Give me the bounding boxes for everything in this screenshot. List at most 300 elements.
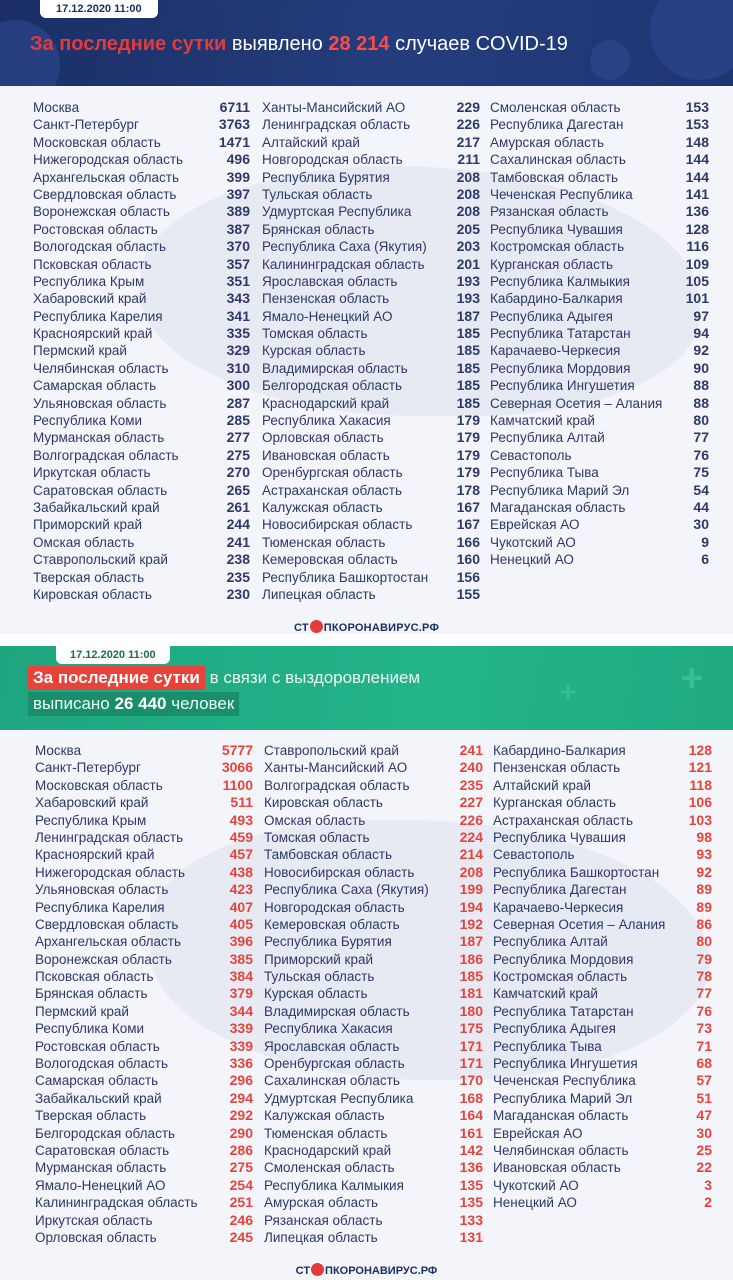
- region-name: Курская область: [264, 986, 368, 1002]
- region-value: 235: [226, 568, 250, 585]
- region-value: 92: [693, 342, 709, 359]
- region-row: [33, 429, 250, 446]
- cases-column-1: [33, 99, 250, 603]
- region-value: 245: [229, 1228, 253, 1245]
- region-row: [33, 273, 250, 290]
- region-value: 397: [226, 185, 250, 202]
- region-name: Северная Осетия – Алания: [493, 916, 666, 932]
- region-row: [490, 238, 709, 255]
- region-row: [262, 99, 480, 116]
- region-value: 78: [696, 968, 712, 985]
- region-value: 287: [226, 394, 250, 411]
- region-name: Республика Мордовия: [493, 951, 634, 967]
- region-value: 185: [456, 377, 480, 394]
- region-name: Республика Дагестан: [493, 882, 627, 898]
- region-value: 86: [696, 915, 712, 932]
- region-row: [264, 916, 483, 933]
- region-name: Омская область: [264, 812, 366, 828]
- region-value: 161: [459, 1124, 483, 1141]
- region-name: Республика Саха (Якутия): [262, 239, 427, 255]
- region-name: Республика Тыва: [490, 465, 599, 481]
- region-value: 193: [456, 290, 480, 307]
- region-row: [33, 516, 250, 533]
- region-row: [493, 1038, 712, 1055]
- region-row: [490, 256, 709, 273]
- region-name: Республика Бурятия: [264, 934, 392, 950]
- region-value: 277: [226, 429, 250, 446]
- region-name: Республика Мордовия: [490, 360, 631, 376]
- region-row: [35, 759, 253, 776]
- region-row: [262, 464, 480, 481]
- region-value: 385: [229, 950, 253, 967]
- region-value: 142: [459, 1141, 483, 1158]
- region-row: [264, 951, 483, 968]
- region-row: [262, 429, 480, 446]
- region-row: [35, 968, 253, 985]
- region-value: 438: [229, 863, 253, 880]
- region-name: Ленинградская область: [262, 117, 411, 133]
- region-row: [33, 569, 250, 586]
- region-name: Костромская область: [490, 239, 625, 255]
- region-name: Чукотский АО: [490, 534, 576, 550]
- region-value: 511: [230, 794, 253, 811]
- region-row: [490, 273, 709, 290]
- region-row: [264, 1159, 483, 1176]
- region-value: 144: [685, 168, 709, 185]
- region-row: [493, 1159, 712, 1176]
- stop-logo-icon: [311, 1263, 324, 1276]
- region-name: Приморский край: [33, 517, 143, 533]
- region-row: [35, 916, 253, 933]
- region-row: [33, 186, 250, 203]
- region-row: [493, 794, 712, 811]
- region-row: [493, 777, 712, 794]
- region-row: [33, 308, 250, 325]
- region-value: 88: [693, 394, 709, 411]
- region-row: [264, 899, 483, 916]
- region-name: Курганская область: [490, 256, 614, 272]
- region-value: 329: [226, 342, 250, 359]
- region-value: 208: [456, 203, 480, 220]
- region-value: 241: [459, 742, 483, 758]
- region-name: Новгородская область: [262, 152, 403, 168]
- region-row: [262, 395, 480, 412]
- region-value: 164: [459, 1107, 483, 1124]
- region-name: Амурская область: [264, 1195, 379, 1211]
- region-name: Тульская область: [264, 969, 375, 985]
- cases-header: [0, 0, 733, 86]
- region-value: 5777: [221, 742, 253, 758]
- region-value: 76: [696, 1002, 712, 1019]
- region-row: [490, 377, 709, 394]
- region-value: 168: [459, 1089, 483, 1106]
- region-name: Республика Калмыкия: [490, 273, 630, 289]
- region-name: Вологодская область: [35, 1056, 168, 1072]
- region-row: [264, 1142, 483, 1159]
- region-value: 153: [685, 99, 709, 115]
- region-value: 389: [226, 203, 250, 220]
- region-row: [35, 1142, 253, 1159]
- region-name: Республика Алтай: [490, 430, 605, 446]
- region-name: Мурманская область: [33, 430, 165, 446]
- region-value: 357: [226, 255, 250, 272]
- region-value: 261: [226, 498, 250, 515]
- region-row: [33, 238, 250, 255]
- region-name: Калужская область: [264, 1108, 385, 1124]
- region-row: [35, 1055, 253, 1072]
- region-value: 160: [456, 551, 480, 568]
- region-name: Республика Татарстан: [490, 326, 631, 342]
- region-value: 80: [696, 933, 712, 950]
- region-name: Кабардино-Балкария: [490, 291, 623, 307]
- region-row: [33, 134, 250, 151]
- region-row: [262, 238, 480, 255]
- region-value: 141: [685, 185, 709, 202]
- region-name: Мурманская область: [35, 1160, 167, 1176]
- region-name: Камчатский край: [493, 986, 598, 1002]
- region-name: Воронежская область: [35, 951, 172, 967]
- region-name: Амурская область: [490, 134, 605, 150]
- region-name: Республика Марий Эл: [493, 1090, 633, 1106]
- region-value: 187: [456, 307, 480, 324]
- region-value: 185: [456, 394, 480, 411]
- region-value: 175: [459, 1020, 483, 1037]
- region-value: 3066: [221, 759, 253, 776]
- recoveries-title-lead: За последние сутки: [28, 666, 205, 690]
- region-name: Челябинская область: [33, 360, 169, 376]
- recoveries-total: 26 440: [114, 694, 167, 713]
- virus-decoration-icon: [590, 40, 630, 80]
- region-name: Тульская область: [262, 186, 373, 202]
- region-row: [35, 1072, 253, 1089]
- region-row: [264, 1038, 483, 1055]
- region-row: [493, 933, 712, 950]
- region-value: 192: [459, 915, 483, 932]
- region-value: 335: [226, 325, 250, 342]
- region-name: Оренбургская область: [262, 465, 403, 481]
- region-name: Воронежская область: [33, 204, 170, 220]
- region-row: [262, 169, 480, 186]
- region-name: Омская область: [33, 534, 135, 550]
- region-row: [35, 1090, 253, 1107]
- region-row: [493, 742, 712, 759]
- region-row: [264, 1194, 483, 1211]
- region-name: Ханты-Мансийский АО: [264, 760, 408, 776]
- region-row: [490, 308, 709, 325]
- region-value: 97: [693, 307, 709, 324]
- region-value: 6711: [219, 99, 250, 115]
- region-row: [490, 534, 709, 551]
- region-row: [264, 864, 483, 881]
- region-name: Псковская область: [33, 256, 152, 272]
- region-name: Брянская область: [35, 986, 148, 1002]
- region-row: [35, 951, 253, 968]
- region-row: [264, 794, 483, 811]
- region-name: Оренбургская область: [264, 1056, 405, 1072]
- region-value: 90: [693, 359, 709, 376]
- region-name: Севастополь: [490, 447, 572, 463]
- region-name: Республика Ингушетия: [490, 378, 635, 394]
- region-row: [264, 985, 483, 1002]
- region-name: Брянская область: [262, 221, 375, 237]
- region-name: Новосибирская область: [262, 517, 413, 533]
- region-value: 285: [226, 412, 250, 429]
- region-value: 275: [226, 446, 250, 463]
- region-name: Тюменская область: [262, 534, 386, 550]
- region-name: Республика Коми: [35, 1021, 145, 1037]
- region-value: 51: [696, 1089, 712, 1106]
- region-row: [493, 951, 712, 968]
- region-name: Магаданская область: [493, 1108, 629, 1124]
- region-name: Свердловская область: [33, 186, 177, 202]
- region-value: 300: [226, 377, 250, 394]
- region-row: [262, 325, 480, 342]
- region-value: 101: [685, 290, 709, 307]
- region-name: Курганская область: [493, 795, 617, 811]
- region-value: 171: [459, 1037, 483, 1054]
- region-row: [493, 864, 712, 881]
- region-value: 80: [693, 412, 709, 429]
- region-value: 246: [229, 1211, 253, 1228]
- region-name: Еврейская АО: [490, 517, 580, 533]
- region-row: [264, 933, 483, 950]
- stop-coronavirus-logo-bottom: [0, 1263, 733, 1277]
- region-value: 135: [459, 1194, 483, 1211]
- region-name: Смоленская область: [490, 100, 621, 115]
- section-divider: [0, 634, 733, 646]
- region-name: Республика Алтай: [493, 934, 608, 950]
- region-name: Свердловская область: [35, 916, 179, 932]
- region-value: 224: [459, 828, 483, 845]
- region-row: [33, 551, 250, 568]
- region-row: [264, 829, 483, 846]
- region-name: Магаданская область: [490, 499, 626, 515]
- region-value: 128: [685, 220, 709, 237]
- region-row: [493, 829, 712, 846]
- region-name: Нижегородская область: [33, 152, 184, 168]
- region-name: Республика Хакасия: [262, 413, 391, 429]
- region-name: Республика Чувашия: [493, 829, 626, 845]
- region-row: [35, 1107, 253, 1124]
- region-value: 199: [459, 881, 483, 898]
- logo-text-end: ПКОРОНАВИРУС.РФ: [323, 622, 440, 634]
- region-value: 351: [226, 272, 250, 289]
- region-row: [262, 203, 480, 220]
- region-row: [262, 447, 480, 464]
- region-row: [490, 290, 709, 307]
- region-row: [262, 134, 480, 151]
- region-value: 170: [459, 1072, 483, 1089]
- region-row: [33, 221, 250, 238]
- region-row: [33, 151, 250, 168]
- region-name: Ставропольский край: [33, 552, 168, 568]
- region-row: [264, 1229, 483, 1246]
- region-row: [490, 551, 709, 568]
- region-row: [264, 1125, 483, 1142]
- region-row: [262, 342, 480, 359]
- region-value: 118: [689, 776, 712, 793]
- region-name: Липецкая область: [264, 1229, 378, 1245]
- region-name: Ненецкий АО: [490, 552, 574, 568]
- region-name: Кемеровская область: [264, 916, 400, 932]
- region-row: [493, 1072, 712, 1089]
- region-value: 405: [229, 915, 253, 932]
- region-row: [490, 447, 709, 464]
- region-name: Орловская область: [35, 1229, 157, 1245]
- region-name: Московская область: [33, 134, 161, 150]
- region-value: 205: [456, 220, 480, 237]
- region-name: Новосибирская область: [264, 864, 415, 880]
- region-row: [264, 742, 483, 759]
- region-row: [33, 290, 250, 307]
- region-row: [33, 99, 250, 116]
- region-row: [262, 186, 480, 203]
- region-name: Красноярский край: [33, 326, 153, 342]
- recoveries-column-3: [493, 742, 712, 1212]
- region-name: Карачаево-Черкесия: [493, 899, 624, 915]
- region-value: 235: [459, 776, 483, 793]
- region-value: 79: [696, 950, 712, 967]
- cases-date: 17.12.2020 11:00: [40, 0, 158, 18]
- region-row: [262, 482, 480, 499]
- region-name: Кабардино-Балкария: [493, 743, 626, 758]
- region-value: 153: [685, 116, 709, 133]
- region-value: 136: [459, 1159, 483, 1176]
- region-row: [493, 899, 712, 916]
- region-row: [490, 482, 709, 499]
- region-value: 179: [456, 446, 480, 463]
- region-name: Архангельская область: [33, 169, 180, 185]
- region-value: 116: [686, 238, 709, 255]
- region-name: Республика Бурятия: [262, 169, 390, 185]
- region-name: Республика Хакасия: [264, 1021, 393, 1037]
- region-name: Тамбовская область: [264, 847, 393, 863]
- region-row: [33, 377, 250, 394]
- region-value: 211: [457, 151, 480, 168]
- region-row: [490, 464, 709, 481]
- region-value: 121: [688, 759, 712, 776]
- region-name: Тюменская область: [264, 1125, 388, 1141]
- region-row: [264, 812, 483, 829]
- region-row: [490, 221, 709, 238]
- region-name: Тверская область: [35, 1108, 147, 1124]
- recoveries-title-line2: [28, 692, 239, 716]
- region-name: Калужская область: [262, 499, 383, 515]
- region-row: [493, 1003, 712, 1020]
- region-row: [35, 1038, 253, 1055]
- region-value: 339: [229, 1037, 253, 1054]
- region-value: 336: [229, 1055, 253, 1072]
- region-value: 384: [229, 968, 253, 985]
- region-name: Тамбовская область: [490, 169, 619, 185]
- region-name: Республика Карелия: [35, 899, 165, 915]
- region-value: 459: [229, 828, 253, 845]
- region-row: [264, 881, 483, 898]
- region-name: Приморский край: [264, 951, 374, 967]
- region-name: Ярославская область: [262, 273, 398, 289]
- region-row: [264, 1055, 483, 1072]
- region-value: 290: [229, 1124, 253, 1141]
- region-name: Удмуртская Республика: [264, 1090, 414, 1106]
- region-row: [262, 377, 480, 394]
- region-name: Иркутская область: [35, 1212, 153, 1228]
- region-value: 185: [456, 342, 480, 359]
- region-value: 167: [456, 498, 480, 515]
- region-name: Республика Тыва: [493, 1038, 602, 1054]
- region-value: 493: [229, 811, 253, 828]
- region-name: Пензенская область: [493, 760, 621, 776]
- region-name: Волгоградская область: [33, 447, 179, 463]
- region-row: [35, 1229, 253, 1246]
- region-name: Белгородская область: [262, 378, 403, 394]
- region-name: Сахалинская область: [264, 1073, 400, 1089]
- region-name: Республика Дагестан: [490, 117, 624, 133]
- region-name: Челябинская область: [493, 1142, 629, 1158]
- region-row: [35, 1194, 253, 1211]
- region-name: Владимирская область: [264, 1003, 410, 1019]
- region-name: Иркутская область: [33, 465, 151, 481]
- region-value: 457: [229, 846, 253, 863]
- region-value: 214: [459, 846, 483, 863]
- region-row: [264, 1177, 483, 1194]
- region-name: Республика Башкортостан: [262, 569, 429, 585]
- region-value: 370: [226, 238, 250, 255]
- region-value: 1471: [218, 133, 250, 150]
- cases-title-lead: За последние сутки: [30, 33, 227, 55]
- region-name: Тверская область: [33, 569, 145, 585]
- region-name: Астраханская область: [262, 482, 403, 498]
- region-value: 109: [685, 255, 709, 272]
- stop-logo-icon: [310, 620, 323, 633]
- region-row: [35, 1003, 253, 1020]
- logo-text-start: СТ: [295, 1265, 311, 1277]
- region-value: 98: [696, 828, 712, 845]
- region-name: Белгородская область: [35, 1125, 176, 1141]
- region-name: Самарская область: [35, 1073, 159, 1089]
- region-row: [493, 1020, 712, 1037]
- region-value: 73: [696, 1020, 712, 1037]
- region-name: Забайкальский край: [35, 1090, 162, 1106]
- region-name: Ульяновская область: [35, 882, 169, 898]
- region-value: 208: [456, 168, 480, 185]
- region-value: 178: [456, 481, 480, 498]
- region-value: 156: [456, 568, 480, 585]
- region-row: [493, 985, 712, 1002]
- region-row: [35, 829, 253, 846]
- region-name: Республика Калмыкия: [264, 1177, 404, 1193]
- region-name: Краснодарский край: [264, 1142, 392, 1158]
- region-name: Костромская область: [493, 969, 628, 985]
- region-name: Рязанская область: [490, 204, 609, 220]
- recoveries-title-box: [28, 692, 239, 716]
- region-row: [33, 325, 250, 342]
- region-value: 25: [696, 1141, 712, 1158]
- region-row: [262, 569, 480, 586]
- region-value: 166: [456, 533, 480, 550]
- region-row: [35, 985, 253, 1002]
- region-row: [264, 846, 483, 863]
- region-row: [33, 586, 250, 603]
- region-row: [490, 360, 709, 377]
- region-row: [493, 1107, 712, 1124]
- region-value: 185: [459, 968, 483, 985]
- region-value: 343: [226, 290, 250, 307]
- region-value: 77: [696, 985, 712, 1002]
- region-row: [33, 534, 250, 551]
- region-row: [264, 968, 483, 985]
- region-value: 270: [226, 464, 250, 481]
- region-name: Ивановская область: [262, 447, 390, 463]
